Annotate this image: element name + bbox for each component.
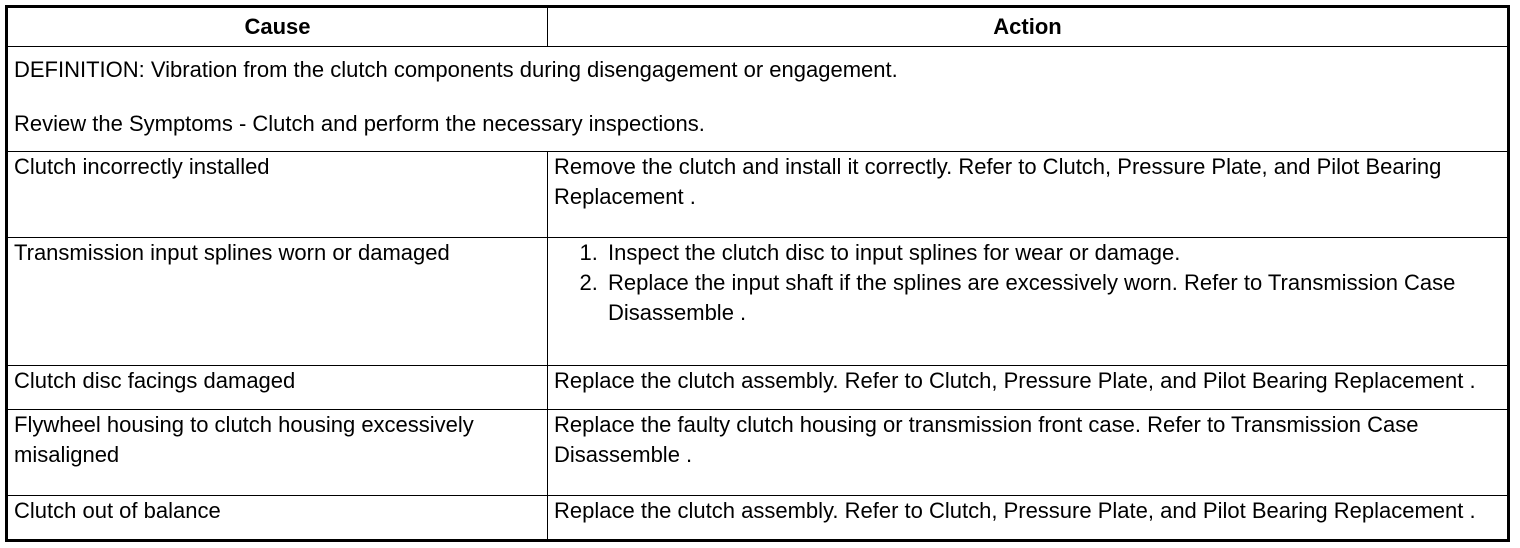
- action-step: 2. Replace the input shaft if the splines are excessively worn. Refer to Transmission Case Disassemble .: [604, 268, 1501, 328]
- action-cell: Replace the faulty clutch housing or transmission front case. Refer to Transmission Case Disassemble .: [548, 409, 1509, 495]
- table-row: [7, 366, 1509, 410]
- table-row: [7, 495, 1509, 540]
- table-row: [7, 152, 1509, 238]
- cause-cell: Clutch disc facings damaged: [7, 366, 548, 410]
- action-steps-list: [554, 238, 1501, 328]
- definition-cell: [7, 47, 1509, 152]
- action-cell: Remove the clutch and install it correctly. Refer to Clutch, Pressure Plate, and Pilot Bearing Replacement .: [548, 152, 1509, 238]
- cause-cell: Clutch incorrectly installed: [7, 152, 548, 238]
- action-header: Action: [548, 7, 1509, 47]
- cause-header: Cause: [7, 7, 548, 47]
- table-row: [7, 237, 1509, 365]
- definition-text: DEFINITION: Vibration from the clutch components during disengagement or engagement.: [14, 57, 898, 82]
- definition-row: [7, 47, 1509, 152]
- action-cell: Replace the clutch assembly. Refer to Clutch, Pressure Plate, and Pilot Bearing Replacement .: [548, 366, 1509, 410]
- review-text: Review the Symptoms - Clutch and perform the necessary inspections.: [14, 111, 705, 136]
- diagnostic-table: [5, 5, 1510, 542]
- table-row: [7, 409, 1509, 495]
- action-cell: [548, 237, 1509, 365]
- header-row: [7, 7, 1509, 47]
- action-step: 1. Inspect the clutch disc to input splines for wear or damage.: [604, 238, 1501, 268]
- cause-cell: Flywheel housing to clutch housing excessively misaligned: [7, 409, 548, 495]
- action-cell: Replace the clutch assembly. Refer to Clutch, Pressure Plate, and Pilot Bearing Replacement .: [548, 495, 1509, 540]
- cause-cell: Transmission input splines worn or damaged: [7, 237, 548, 365]
- cause-cell: Clutch out of balance: [7, 495, 548, 540]
